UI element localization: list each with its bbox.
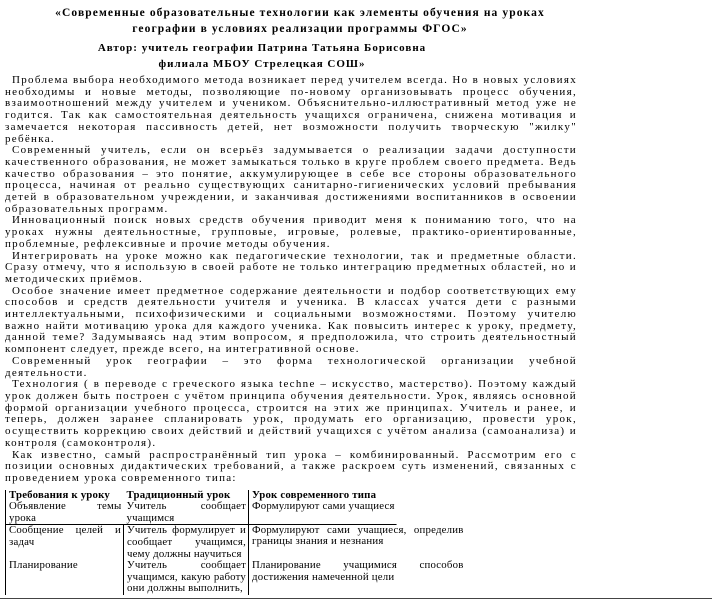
table-cell: Планирование учащимися способов достижения намеченной цели	[249, 560, 466, 595]
title-line-1: «Современные образовательные технологии как элементы обучения на уроках	[55, 7, 545, 19]
paragraph: Технология ( в переводе с греческого языка techne – искусство, мастерство). Поэтому каждый урок должен быть построен с учётом принципа обучения деятельности. Урок, являясь основной формой организации учебного процесса, строится на этих же принципах. Учитель и ранее, и теперь, должен заранее спланировать урок, продумать его организацию, провести урок, осуществить коррекцию своих действий и действий учащихся с учётом анализа (самоанализа) и контроля (самоконтроля).	[5, 378, 577, 449]
table-row	[6, 501, 466, 525]
table-cell: Учитель сообщает учащимся, какую работу они должны выполнить,	[124, 560, 249, 595]
table-row	[6, 525, 466, 560]
table-cell: Объявление темы урока	[6, 501, 124, 525]
author-block	[0, 40, 524, 72]
table-cell: Учитель формулирует и сообщает учащимся, чему должны научиться	[124, 525, 249, 560]
document-body	[0, 75, 712, 485]
title-line-2: географии в условиях реализации программы ФГОС»	[132, 23, 468, 35]
paragraph: Как известно, самый распространённый тип урока – комбинированный. Рассмотрим его с позиции основных дидактических требований, а также раскроем суть изменений, связанных с проведением урока современного типа:	[5, 448, 577, 484]
paragraph: Современный урок географии – это форма технологической организации учебной деятельности.	[5, 354, 577, 379]
table-header-cell: Традиционный урок	[126, 488, 231, 501]
paragraph: Современный учитель, если он всерьёз задумывается о реализации задачи доступности качественного образования, не может замыкаться только в круге проблем своего предмета. Ведь качество образования – это понятие, аккумулирующее в себе все стороны образовательного процесса, начиная от реально существующих санитарно-гигиенических условий пребывания детей в образовательном учреждении, и заканчивая достижениями воспитанников в освоении образовательных программ.	[5, 144, 577, 215]
table-cell: Планирование	[9, 559, 78, 572]
paragraph: Особое значение имеет предметное содержание деятельности и подбор соответствующих ему способов и средств деятельности учителя и ученика. В классах учатся дети с разными интеллектуальными, психофизическими и социальными возможностями. Поэтому учителю важно найти мотивацию урока для каждого ученика. Как повысить интерес к уроку, предмету, данной теме? Задумываясь над этим вопросом, я предположила, что строить деятельностный компонент следует, прежде всего, на интегративной основе.	[5, 284, 577, 356]
author-line-2: филиала МБОУ Стрелецкая СОШ»	[158, 58, 366, 70]
paragraph: Инновационный поиск новых средств обучения приводит меня к пониманию того, что на уроках нужны деятельностные, групповые, игровые, ролевые, практико-ориентированные, проблемные, рефлексивные и прочие методы обучения.	[5, 214, 577, 250]
paragraph: Интегрировать на уроке можно как педагогические технологии, так и предметные области. Сразу отмечу, что я использую в своей работе не только интеграцию предметных областей, но и методических приёмов.	[5, 249, 577, 285]
comparison-table	[5, 490, 466, 595]
table-header-cell: Урок современного типа	[249, 490, 466, 502]
table-cell: Формулируют сами учащиеся, определив границы знания и незнания	[249, 525, 466, 560]
table-cell: Учитель сообщает учащимся	[124, 501, 249, 525]
table-cell: Формулируют сами учащиеся	[249, 501, 466, 525]
table-row	[6, 560, 466, 595]
author-line-1: Автор: учитель географии Патрина Татьяна Борисовна	[97, 42, 427, 54]
table-cell: Сообщение целей и задач	[9, 524, 121, 548]
paragraph: Проблема выбора необходимого метода возникает перед учителем всегда. Но в новых условиях необходимы и новые методы, позволяющие по-новому организовывать процесс обучения, взаимоотношений между учителем и учеником. Объяснительно-иллюстративный метод уже не годится. Так как самостоятельная деятельность учащихся ограничена, снижена мотивация и замечается некоторая пассивность детей, нет возможности получить творческую "жилку" ребёнка.	[5, 74, 577, 145]
document-title	[0, 0, 600, 37]
table-header-cell: Требования к уроку	[9, 488, 110, 501]
